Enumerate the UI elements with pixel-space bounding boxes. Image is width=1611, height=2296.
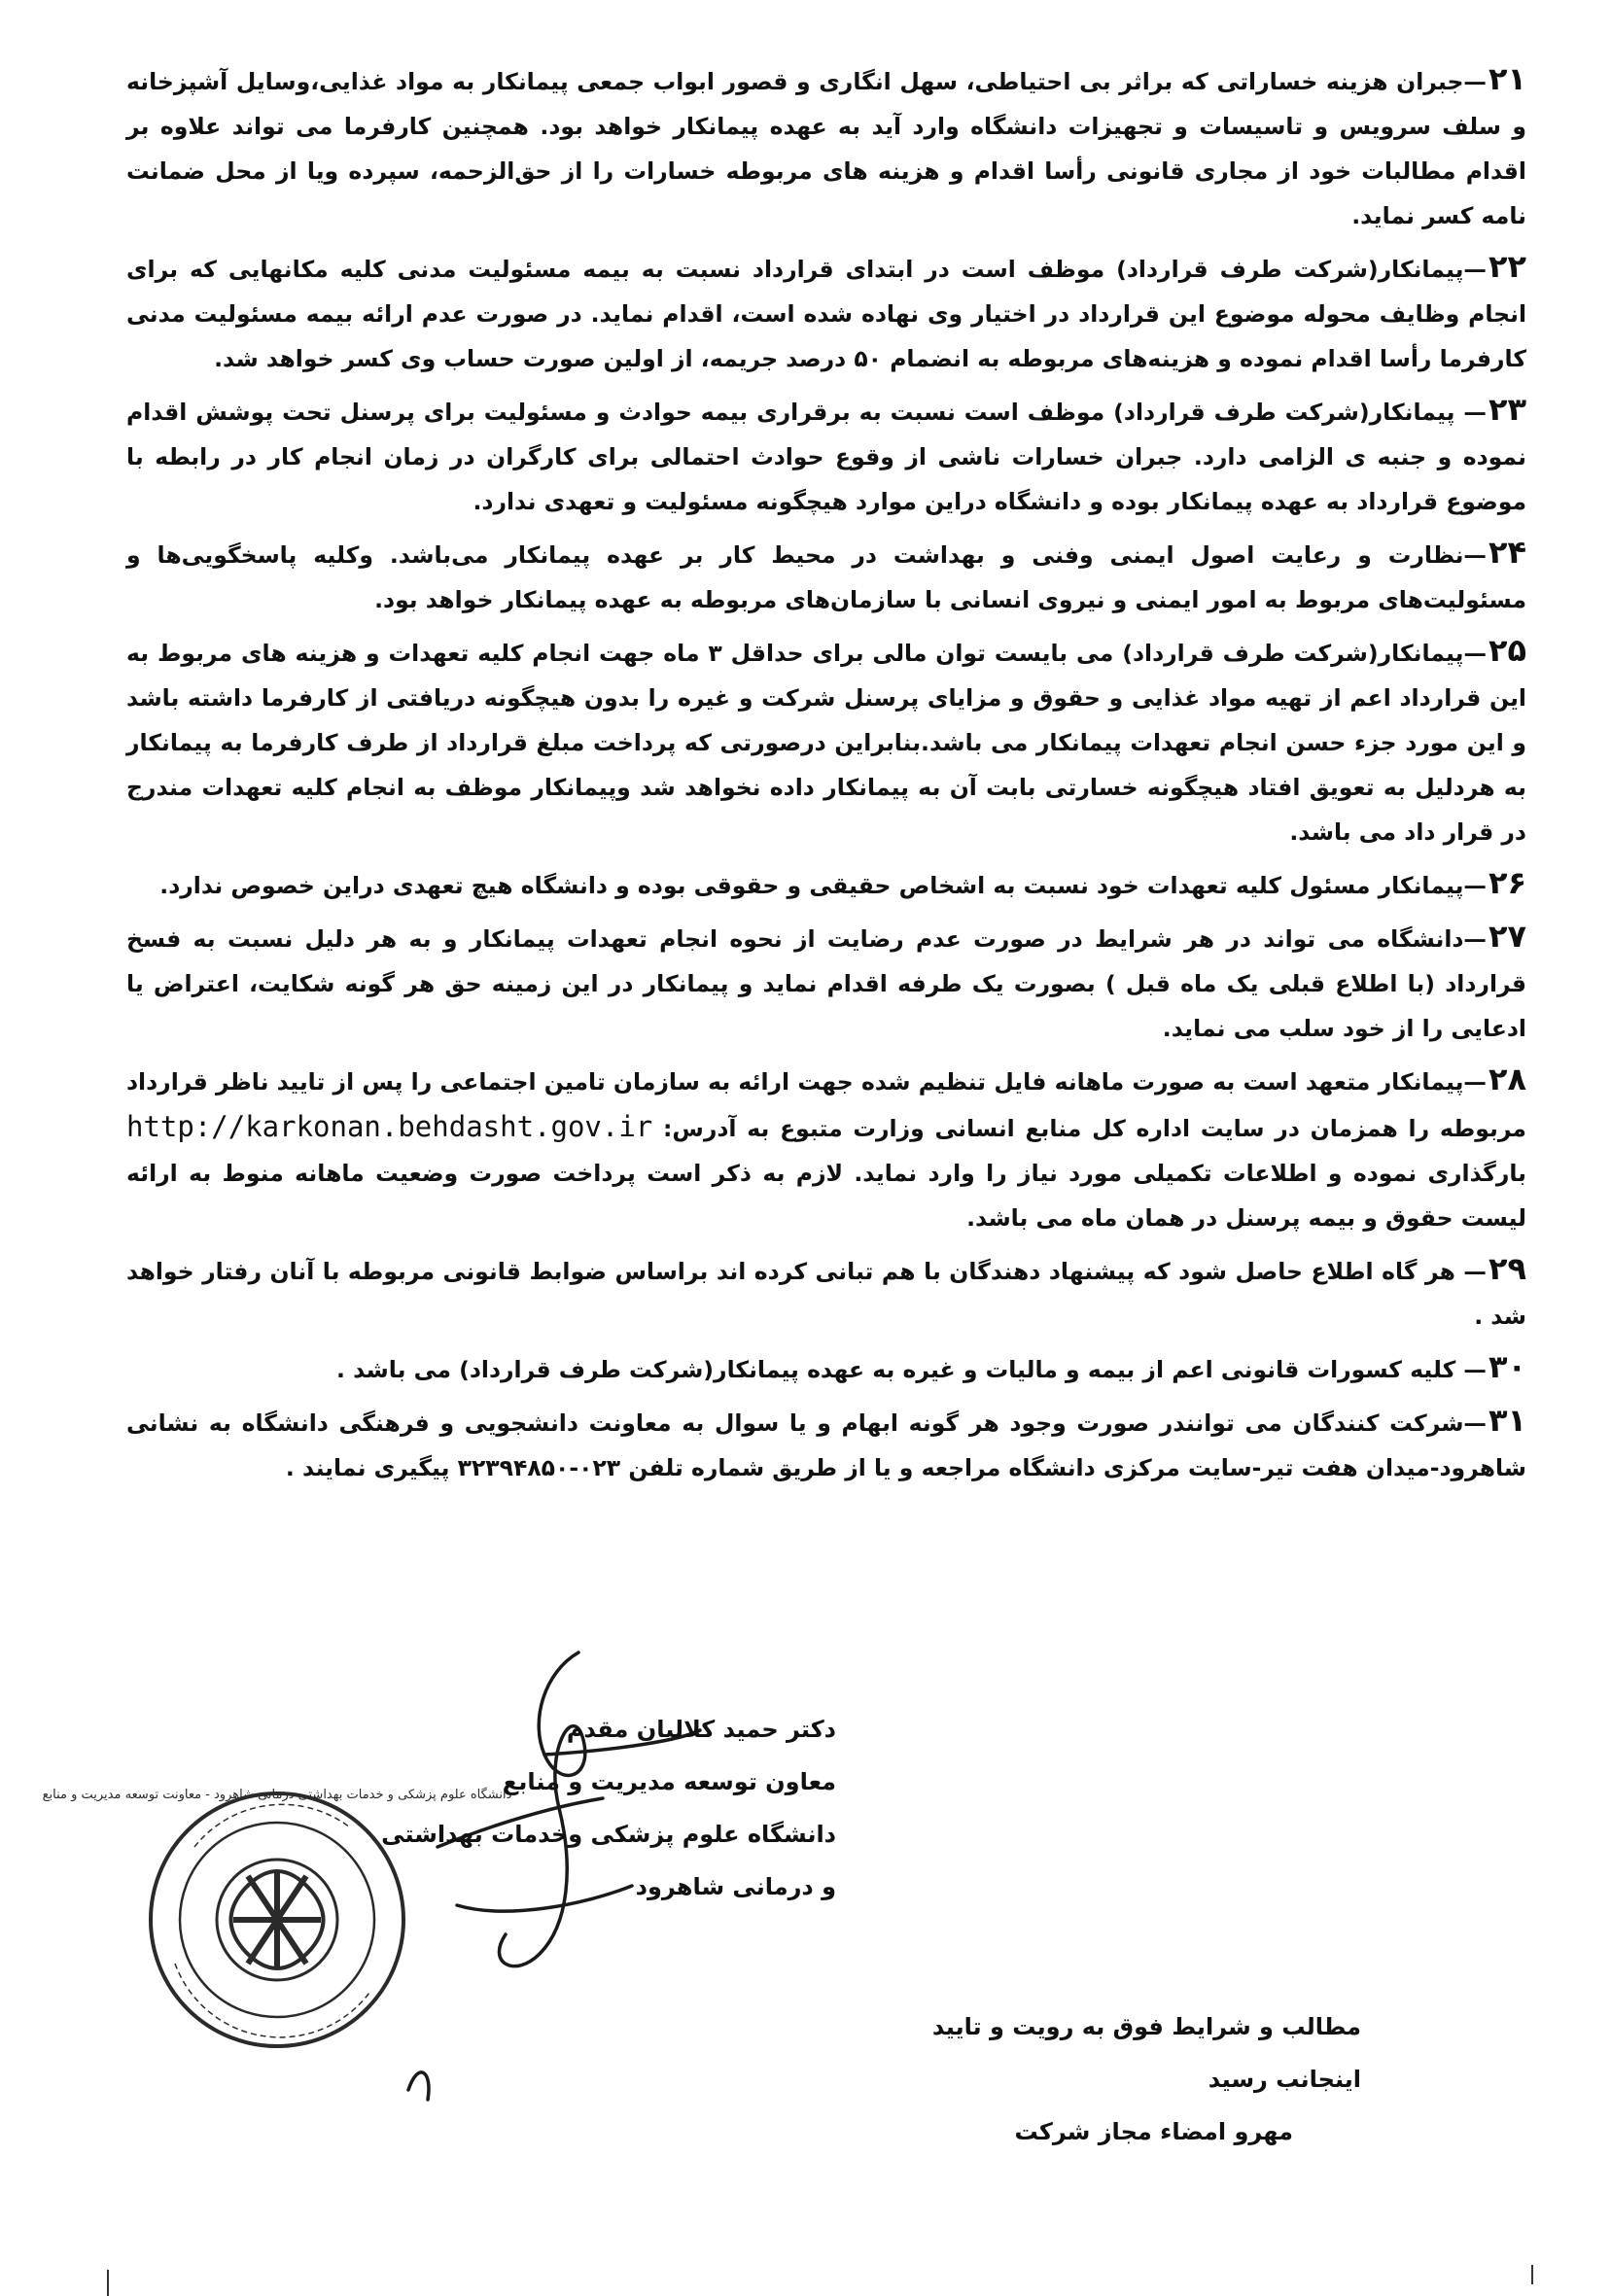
- clause-text: —شرکت کنندگان می توانندر صورت وجود هر گونه ابهام و یا سوال به معاونت دانشجویی و فرهنگی دانشگاه به نشانی شاهرود-میدان هفت تیر-سایت مرکزی دانشگاه مراجعه و یا از طریق شماره تلفن ۰۲۳-۳۲۳۹۴۸۵۰ پیگیری نمایند .: [126, 1409, 1526, 1481]
- company-seal-line: مهرو امضاء مجاز شرکت: [1014, 2118, 1293, 2145]
- clause-text: —نظارت و رعایت اصول ایمنی وفنی و بهداشت در محیط کار بر عهده پیمانکار می‌باشد. وکلیه پاسخگویی‌ها و مسئولیت‌های مربوط به امور ایمنی و نیروی انسانی با سازمان‌های مربوطه به عهده پیمانکار خواهد بود.: [126, 541, 1526, 613]
- scan-margin-mark: [1531, 2265, 1533, 2284]
- clause-text: —پیمانکار مسئول کلیه تعهدات خود نسبت به اشخاص حقیقی و حقوقی بوده و دانشگاه هیچ تعهدی دراین خصوص ندارد.: [159, 872, 1487, 899]
- website-url: http://karkonan.behdasht.gov.ir: [126, 1110, 653, 1143]
- clause-text: — کلیه کسورات قانونی اعم از بیمه و مالیات و غیره به عهده پیمانکار(شرکت طرف قرارداد) می باشد .: [335, 1356, 1487, 1383]
- clause-number: ۲۴: [1488, 534, 1526, 571]
- clause-text: — پیمانکار(شرکت طرف قرارداد) موظف است نسبت به برقراری بیمه حوادث و مسئولیت برای پرسنل تحت پوشش اقدام نموده و جنبه ی الزامی دارد. جبران خسارات ناشی از وقوع حوادث احتمالی برای کارگران در زمان انجام کار در رابطه با موضوع قرارداد به عهده پیمانکار بوده و دانشگاه دراین موارد هیچگونه مسئولیت و تعهدی ندارد.: [126, 399, 1526, 515]
- signature-block: [369, 1703, 836, 1913]
- clause-number: ۲۲: [1488, 248, 1526, 285]
- signer-org: دانشگاه علوم پزشکی وخدمات بهداشتی و درمانی شاهرود: [381, 1821, 836, 1900]
- clause-text: —جبران هزینه خساراتی که براثر بی احتیاطی، سهل انگاری و قصور ابواب جمعی پیمانکار به مواد غذایی،وسایل آشپزخانه و سلف سرویس و تاسیسات و تجهیزات دانشگاه وارد آید به عهده پیمانکار خواهد بود. همچنین کارفرما می تواند علاوه بر اقدام مطالبات خود از مجاری قانونی رأسا اقدام و هزینه های مربوطه خسارات را از حق‌الزحمه، سپرده ویا از محل ضمانت نامه کسر نماید.: [126, 68, 1526, 229]
- clause-number: ۳۱: [1488, 1402, 1526, 1439]
- company-approval: [856, 2000, 1361, 2158]
- clause-text: —دانشگاه می تواند در هر شرایط در صورت عدم رضایت از نحوه انجام تعهدات پیمانکار و به هر دلیل نسبت به فسخ قرارداد (با اطلاع قبلی یک ماه قبل ) بصورت یک طرفه اقدام نماید و پیمانکار در این زمینه حق هر گونه شکایت، اعتراض یا ادعایی را از خود سلب می نماید.: [126, 925, 1526, 1042]
- clause-text: بارگذاری نموده و اطلاعات تکمیلی مورد نیاز را وارد نماید. لازم به ذکر است پرداخت صورت وضعیت ماهانه منوط به ارائه لیست حقوق و بیمه پرسنل در همان ماه می باشد.: [126, 1160, 1526, 1232]
- clause-number: ۲۱: [1488, 60, 1526, 97]
- approval-line: مطالب و شرایط فوق به رویت و تایید اینجانب رسید: [931, 2013, 1361, 2093]
- scan-margin-mark: [107, 2270, 109, 2296]
- clause-number: ۲۸: [1488, 1061, 1526, 1097]
- clause-number: ۳۰: [1488, 1348, 1526, 1385]
- clause-text: —پیمانکار متعهد است به صورت ماهانه فایل تنظیم شده جهت ارائه به سازمان تامین اجتماعی را پس از تایید ناظر قرارداد مربوطه را همزمان در سایت اداره کل منابع انسانی وزارت متبوع به آدرس:: [126, 1068, 1526, 1142]
- clause-text: — هر گاه اطلاع حاصل شود که پیشنهاد دهندگان با هم تبانی کرده اند براساس ضوابط قانونی مربوطه با آنان رفتار خواهد شد .: [126, 1258, 1526, 1330]
- seal-stamp-icon: [151, 1793, 403, 2046]
- clause-number: ۲۶: [1488, 864, 1526, 901]
- signer-title: معاون توسعه مدیریت و منابع: [502, 1768, 836, 1795]
- clause-text: —پیمانکار(شرکت طرف قرارداد) موظف است در ابتدای قرارداد نسبت به بیمه مسئولیت مدنی کلیه مکانهایی که برای انجام وظایف محوله موضوع این قرارداد در اختیار وی نهاده شده است، اقدام نماید. در صورت عدم ارائه بیمه مسئولیت مدنی کارفرما رأسا اقدام نموده و هزینه‌های مربوطه به انضمام ۵۰ درصد جریمه، از اولین صورت حساب وی کسر خواهد شد.: [126, 256, 1526, 372]
- signer-name: دکتر حمید کلالیان مقدم: [566, 1716, 836, 1743]
- clause-number: ۲۹: [1488, 1250, 1526, 1287]
- seal-text: دانشگاه علوم پزشکی و خدمات بهداشتی درمانی شاهرود - معاونت توسعه مدیریت و منابع: [42, 1788, 512, 1802]
- clause-number: ۲۵: [1488, 632, 1527, 669]
- clause-text: —پیمانکار(شرکت طرف قرارداد) می بایست توان مالی برای حداقل ۳ ماه جهت انجام کلیه تعهدات و هزینه های مربوط به این قرارداد اعم از تهیه مواد غذایی و حقوق و مزایای پرسنل شرکت و غیره را بدون هیچگونه دریافتی از کارفرما داشته باشد و این مورد جزء حسن انجام تعهدات پیمانکار می باشد.بنابراین درصورتی که پرداخت مبلغ قرارداد از طرف کارفرما به پیمانکار به هردلیل به تعویق افتاد هیچگونه خسارتی بابت آن به پیمانکار داده نخواهد شد وپیمانکار موظف به انجام کلیه تعهدات مندرج در قرار داد می باشد.: [126, 640, 1526, 846]
- clause-number: ۲۷: [1488, 918, 1526, 955]
- clause-number: ۲۳: [1488, 391, 1526, 428]
